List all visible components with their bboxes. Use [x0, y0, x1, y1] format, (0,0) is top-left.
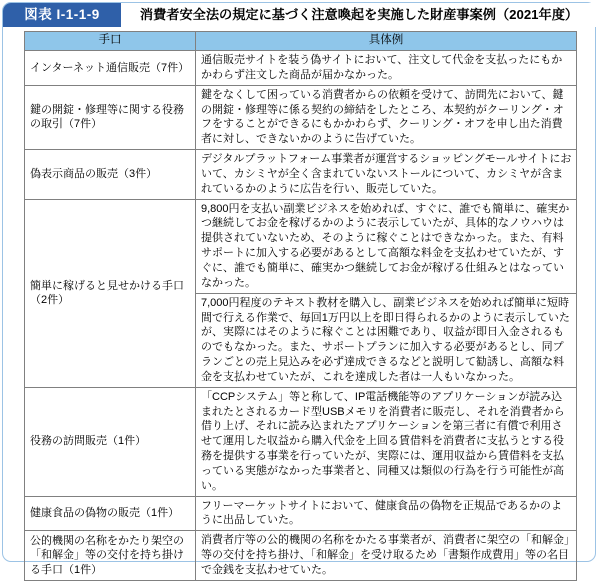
column-header-method: 手口: [25, 32, 196, 51]
method-label: 健康食品の偽物の販売（1件）: [30, 507, 180, 520]
method-label: 簡単に稼げると見せかける手口（2件）: [30, 279, 184, 307]
table-row: [25, 85, 577, 149]
case-examples-table: [24, 31, 577, 581]
table-row: [25, 387, 577, 496]
table-row: [25, 199, 577, 387]
method-cell: [25, 51, 196, 86]
figure-title: 消費者安全法の規定に基づく注意喚起を実施した財産事案例（2021年度）: [139, 7, 579, 23]
method-cell: [25, 496, 196, 531]
table-row: [25, 531, 577, 581]
method-cell: [25, 387, 196, 496]
column-header-example: 具体例: [196, 32, 577, 51]
method-label: 鍵の開錠・修理等に関する役務の取引（7件）: [30, 103, 184, 131]
method-cell: [25, 85, 196, 149]
method-cell: [25, 199, 196, 387]
example-cell: 通信販売サイトを装う偽サイトにおいて、注文して代金を支払ったにもかかわらず注文した商品が届かなかった。: [196, 51, 577, 86]
method-cell: [25, 531, 196, 581]
example-cell: 消費者庁等の公的機関の名称をかたる事業者が、消費者に架空の「和解金」等の交付を持ち掛け、「和解金」を受け取るため「書類作成費用」等の名目で金銭を支払わせていた。: [196, 531, 577, 581]
example-cell: [196, 199, 577, 387]
method-cell: [25, 150, 196, 200]
example-paragraph: 9,800円を支払い副業ビジネスを始めれば、すぐに、誰でも簡単に、確実かつ継続してお金を稼げるかのように表示していたが、具体的なノウハウは提供されていないため、そのように稼ぐことはできなかった。また、有料サポートに加入する必要があるとして高額な料金を支払わせていたが、すぐに、誰でも簡単に、確実かつ継続してお金が稼げる仕組みとはなっていなかった。: [201, 202, 570, 289]
figure-number-band: [3, 3, 121, 27]
table-header-row: [25, 32, 577, 51]
table-row: [25, 496, 577, 531]
example-cell: 鍵をなくして困っている消費者からの依頼を受けて、訪問先において、鍵の開錠・修理等に係る契約の締結をしたところ、本契約がクーリング・オフをすることができるにもかかわらず、クーリング・オフを申し出た消費者に対し、できないかのように告げていた。: [196, 85, 577, 149]
method-label: 役務の訪問販売（1件）: [30, 435, 147, 448]
table-head: [25, 32, 577, 51]
example-cell: 「CCPシステム」等と称して、IP電話機能等のアプリケーションが読み込まれたとされるカード型USBメモリを消費者に販売し、それを消費者から借り上げ、それに読み込まれたアプリケーションを第三者に有償で利用させて運用した収益から購入代金を上回る賃借料を消費者に支払うとする役務を提供する事業を行っていたが、実際には、運用収益から賃借料を支払っている実態がなかった事業者と、同種又は類似の行為を行う可能性が高い。: [196, 387, 577, 496]
figure-title-band: [121, 3, 597, 27]
table-row: [25, 150, 577, 200]
method-label: 公的機関の名称をかたり架空の「和解金」等の交付を持ち掛ける手口（1件）: [30, 534, 184, 576]
figure-number: 図表 I-1-1-9: [24, 7, 100, 23]
example-cell: デジタルプラットフォーム事業者が運営するショッピングモールサイトにおいて、カシミヤが全く含まれていないストールについて、カシミヤが含まれているかのように広告を行い、販売していた。: [196, 150, 577, 200]
method-label: 偽表示商品の販売（3件）: [30, 168, 158, 181]
table-row: [25, 51, 577, 86]
table-body: [25, 51, 577, 581]
example-paragraph: 7,000円程度のテキスト教材を購入し、副業ビジネスを始めれば簡単に短時間で行える作業で、毎回1万円以上を即日得られるかのように表示していたが、実際にはそのように稼ぐことは困難であり、収益が即日入金されるものでもなかった。また、サポートプランに加入する必要があるとし、同プランごとの売上見込みを必ず達成できるなどと説明して勧誘し、高額な料金を支払わせていたが、これを達成した者は一人もいなかった。: [196, 293, 576, 387]
table-container: [24, 31, 576, 581]
example-cell: フリーマーケットサイトにおいて、健康食品の偽物を正規品であるかのように出品していた。: [196, 496, 577, 531]
figure-frame: [2, 2, 596, 576]
method-label: インターネット通信販売（7件）: [30, 61, 190, 74]
figure-caption-bar: [3, 3, 597, 27]
